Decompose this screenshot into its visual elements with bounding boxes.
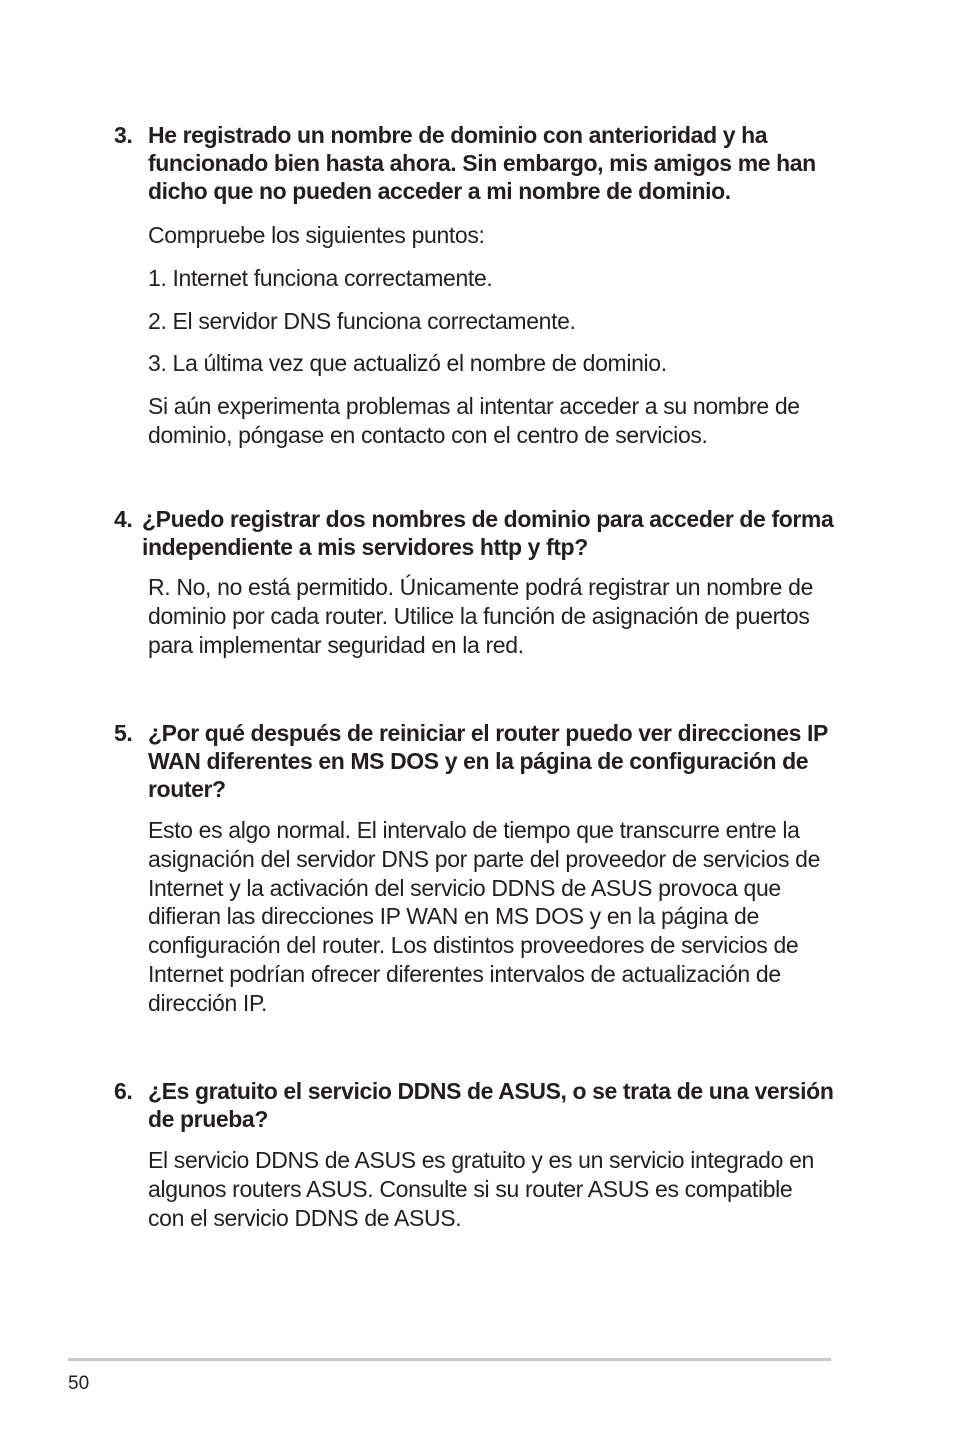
question-text: He registrado un nombre de dominio con anterioridad y ha funcionado bien hasta ahora. Sin embargo, mis amigos me han dicho que no pueden acceder a mi nombre de dominio. bbox=[148, 122, 816, 204]
footer-divider bbox=[68, 1358, 831, 1361]
question-text: ¿Por qué después de reiniciar el router puedo ver direcciones IP WAN diferentes en MS DOS y en la página de configuración de router? bbox=[148, 720, 828, 802]
faq-question-4 bbox=[114, 505, 834, 561]
answer-list-item: 1. Internet funciona correctamente. bbox=[148, 264, 493, 291]
faq-item-4 bbox=[114, 505, 834, 659]
question-number: 6. bbox=[114, 1078, 133, 1104]
question-number: 5. bbox=[114, 720, 133, 746]
faq-question-5 bbox=[114, 719, 834, 803]
answer-paragraph: Si aún experimenta problemas al intentar acceder a su nombre de dominio, póngase en contacto con el centro de servicios. bbox=[148, 393, 800, 448]
page-number: 50 bbox=[68, 1373, 90, 1394]
faq-item-5 bbox=[114, 719, 834, 1018]
question-text: ¿Puedo registrar dos nombres de dominio para acceder de forma independiente a mis servidores http y ftp? bbox=[142, 506, 834, 560]
faq-item-3 bbox=[114, 121, 834, 450]
faq-question-6 bbox=[114, 1077, 834, 1133]
question-number: 4. bbox=[114, 506, 133, 532]
answer-paragraph: Compruebe los siguientes puntos: bbox=[148, 222, 485, 248]
answer-list-item: 3. La última vez que actualizó el nombre de dominio. bbox=[148, 350, 667, 377]
question-text: ¿Es gratuito el servicio DDNS de ASUS, o se trata de una versión de prueba? bbox=[148, 1078, 834, 1132]
faq-item-6 bbox=[114, 1077, 834, 1232]
answer-paragraph: R. No, no está permitido. Únicamente podrá registrar un nombre de dominio por cada router. Utilice la función de asignación de puertos para implementar seguridad en la red. bbox=[148, 574, 814, 658]
answer-list-item: 2. El servidor DNS funciona correctamente. bbox=[148, 307, 576, 334]
answer-paragraph: Esto es algo normal. El intervalo de tiempo que transcurre entre la asignación del servidor DNS por parte del proveedor de servicios de Internet y la activación del servicio DDNS de ASUS provoca que difieran las direcciones IP WAN en MS DOS y en la página de configuración del router. Los distintos proveedores de servicios de Internet podrían ofrecer diferentes intervalos de actualización de dirección IP. bbox=[148, 817, 821, 1016]
question-number: 3. bbox=[114, 122, 133, 148]
answer-paragraph: El servicio DDNS de ASUS es gratuito y es un servicio integrado en algunos routers ASUS. Consulte si su router ASUS es compatible con el servicio DDNS de ASUS. bbox=[148, 1147, 814, 1231]
faq-question-3 bbox=[114, 121, 834, 205]
